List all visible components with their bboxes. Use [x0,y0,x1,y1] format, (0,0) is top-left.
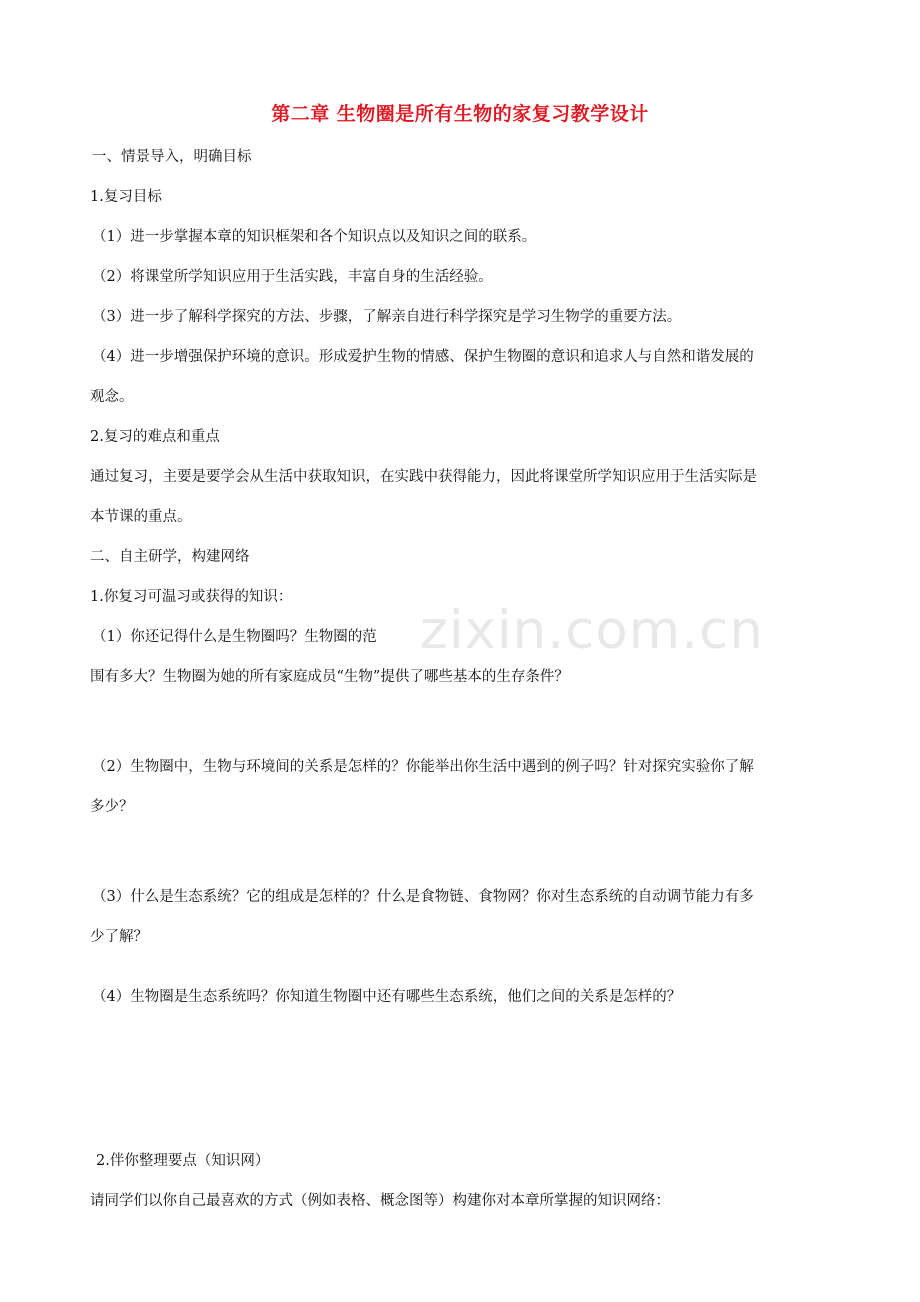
goal-4-line1: （4）进一步增强保护环境的意识。形成爱护生物的情感、保护生物圈的意识和追求人与自然和谐发展的 [92,349,754,365]
question-1-line1: （1）你还记得什么是生物圈吗？生物圈的范 [92,629,377,645]
item1-heading: 1.复习目标 [90,189,162,205]
goal-3: （3）进一步了解科学探究的方法、步骤，了解亲自进行科学探究是学习生物学的重要方法。 [92,309,682,325]
review-heading: 1.你复习可温习或获得的知识： [90,589,293,605]
organize-instruction: 请同学们以你自己最喜欢的方式（例如表格、概念图等）构建你对本章所掌握的知识网络： [90,1193,670,1209]
question-2-line2: 多少？ [90,799,134,815]
question-2-line1: （2）生物圈中，生物与环境间的关系是怎样的？你能举出你生活中遇到的例子吗？针对探究实验你了解 [92,759,754,775]
question-4: （4）生物圈是生态系统吗？你知道生物圈中还有哪些生态系统，他们之间的关系是怎样的？ [92,989,682,1005]
question-1-line2: 围有多大？生物圈为她的所有家庭成员“生物”提供了哪些基本的生存条件？ [90,669,569,685]
watermark: zixin.com.cn [420,600,764,661]
document-title: 第二章 生物圈是所有生物的家复习教学设计 [271,103,649,125]
goal-1: （1）进一步掌握本章的知识框架和各个知识点以及知识之间的联系。 [92,229,537,245]
item2-heading: 2.复习的难点和重点 [90,429,220,445]
goal-2: （2）将课堂所学知识应用于生活实践，丰富自身的生活经验。 [92,269,493,285]
key-point-line1: 通过复习，主要是要学会从生活中获取知识，在实践中获得能力，因此将课堂所学知识应用于生活实际是 [90,469,757,485]
organize-heading: 2.伴你整理要点（知识网） [96,1153,270,1169]
question-3-line2: 少了解？ [90,929,148,945]
key-point-line2: 本节课的重点。 [90,509,192,525]
goal-4-line2: 观念。 [90,389,134,405]
question-3-line1: （3）什么是生态系统？它的组成是怎样的？什么是食物链、食物网？你对生态系统的自动调节能力有多 [92,889,754,905]
section2-heading: 二、自主研学，构建网络 [90,549,250,565]
section1-heading: 一、情景导入，明确目标 [92,149,252,165]
